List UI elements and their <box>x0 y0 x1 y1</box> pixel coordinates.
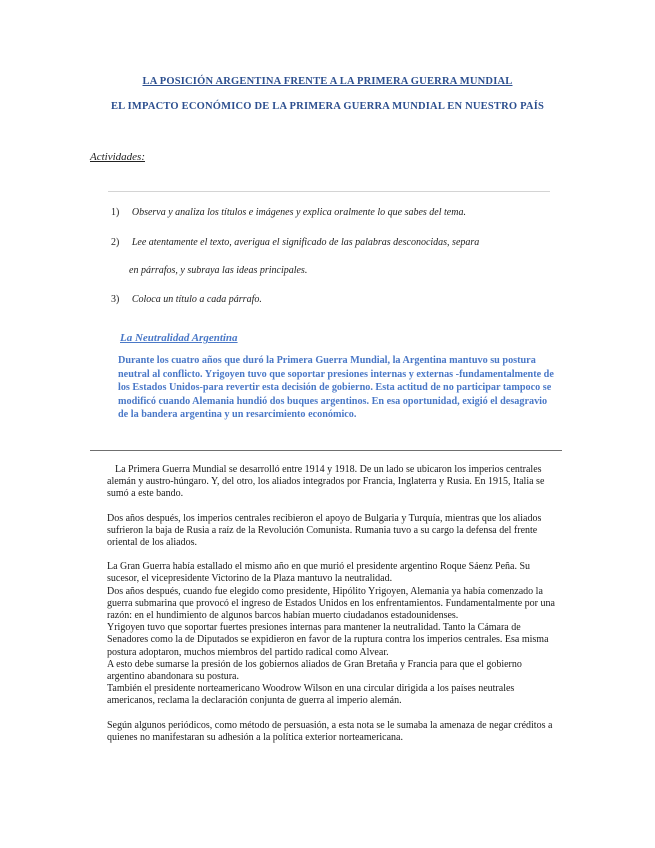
item-text: Coloca un título a cada párrafo. <box>131 294 262 305</box>
activity-item-3 <box>111 294 262 305</box>
paragraph: La Gran Guerra había estallado el mismo año en que murió el presidente argentino Roque Sáenz Peña. Su sucesor, el vicepresidente Victorino de la Plaza mantuvo la neutralidad. <box>107 561 531 585</box>
paragraph: Dos años después, cuando fue elegido como presidente, Hipólito Yrigoyen, Alemania ya había comenzado la guerra submarina que provocó el ingreso de Estados Unidos en los enfrentamientos. Fundamentalmente por una razón: en el hundimiento de algunos barcos habían muerto ciudadanos estadounidenses. <box>107 585 555 622</box>
activity-item-1 <box>111 207 466 218</box>
item-number: 2) <box>111 237 120 248</box>
page-title: LA POSICIÓN ARGENTINA FRENTE A LA PRIMERA GUERRA MUNDIAL <box>142 76 513 87</box>
paragraph: A esto debe sumarse la presión de los gobiernos aliados de Gran Bretaña y Francia para que el gobierno argentino abandonara su postura. <box>107 658 522 683</box>
activity-item-2 <box>111 237 479 248</box>
activities-heading: Actividades: <box>90 151 145 163</box>
item-text: Observa y analiza los títulos e imágenes y explica oralmente lo que sabes del tema. <box>131 207 466 218</box>
divider <box>108 191 550 192</box>
paragraph: Según algunos periódicos, como método de persuasión, a esta nota se le sumaba la amenaza de negar créditos a quienes no manifestaran su adhesión a la política exterior norteamericana. <box>107 719 553 743</box>
section-heading: La Neutralidad Argentina <box>120 332 238 344</box>
divider <box>90 450 562 451</box>
item-number: 3) <box>111 294 120 305</box>
paragraph: La Primera Guerra Mundial se desarrolló entre 1914 y 1918. De un lado se ubicaron los imperios centrales alemán y austro-húngaro. Y, del otro, los aliados integrados por Francia, Inglaterra y Rusia. En 1915, Italia se sumó a este bando. <box>107 464 545 500</box>
activity-item-2-continuation: en párrafos, y subraya las ideas principales. <box>129 265 308 276</box>
paragraph: Dos años después, los imperios centrales recibieron el apoyo de Bulgaria y Turquía, mientras que los aliados sufrieron la baja de Rusia a raíz de la Revolución Comunista. Rumania tuvo a su cargo la defensa del frente oriental de los aliados. <box>107 512 542 549</box>
page-subtitle: EL IMPACTO ECONÓMICO DE LA PRIMERA GUERRA MUNDIAL EN NUESTRO PAÍS <box>110 101 545 112</box>
paragraph: Yrigoyen tuvo que soportar fuertes presiones internas para mantener la neutralidad. Tanto la Cámara de Senadores como la de Diputados se expidieron en favor de la ruptura contra los imperios centrales. Esa misma postura adoptaron, muchos miembros del partido radical como Alvear. <box>107 622 549 658</box>
item-number: 1) <box>111 207 120 218</box>
item-text: Lee atentamente el texto, averigua el significado de las palabras desconocidas, separa <box>131 237 480 248</box>
paragraph: También el presidente norteamericano Woodrow Wilson en una circular dirigida a los países neutrales americanos, reclama la declaración conjunta de guerra al imperio alemán. <box>107 683 515 707</box>
body-text <box>107 464 557 744</box>
intro-paragraph: Durante los cuatro años que duró la Primera Guerra Mundial, la Argentina mantuvo su postura neutral al conflicto. Yrigoyen tuvo que soportar presiones internas y externas -fundamentalmente de los Estados Unidos-para revertir esta decisión de gobierno. Esta actitud de no participar tampoco se modificó cuando Alemania hundió dos buques argentinos. En esa oportunidad, exigió el desagravio de la bandera argentina y un resarcimiento económico. <box>118 355 554 420</box>
